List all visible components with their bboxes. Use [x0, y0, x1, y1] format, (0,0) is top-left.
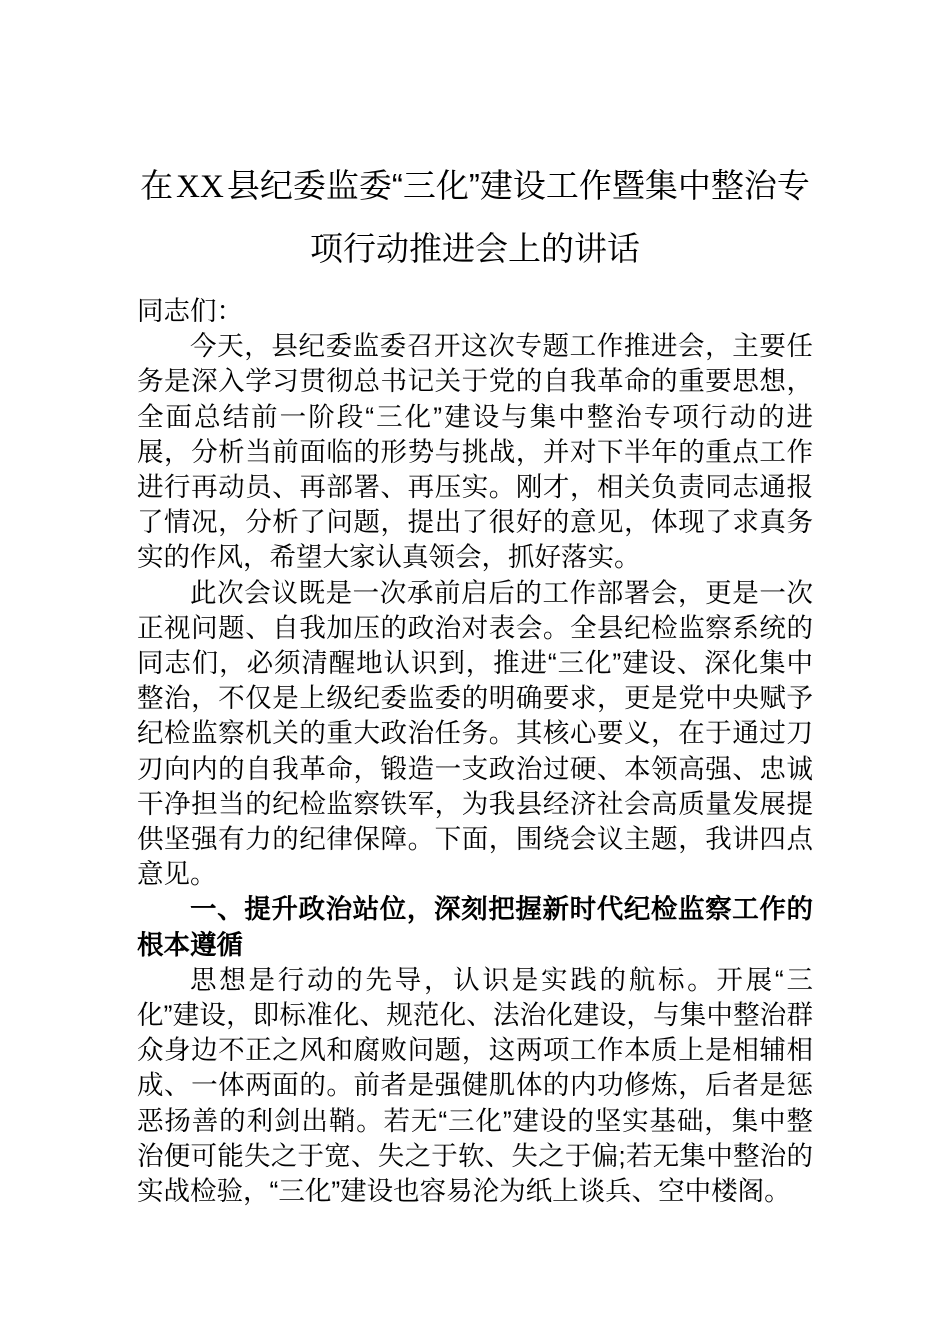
section-heading-1: 一、提升政治站位，深刻把握新时代纪检监察工作的根本遵循 [137, 894, 813, 960]
paragraph-1: 今天，县纪委监委召开这次专题工作推进会，主要任务是深入学习贯彻总书记关于党的自我革命的重要思想，全面总结前一阶段“三化”建设与集中整治专项行动的进展，分析当前面临的形势与挑战，并对下半年的重点工作进行再动员、再部署、再压实。刚才，相关负责同志通报了情况，分析了问题，提出了很好的意见，体现了求真务实的作风，希望大家认真领会，抓好落实。 [137, 331, 813, 573]
document-title-latin-placeholder: XX [176, 169, 224, 205]
document-title-rest: 县纪委监委“三化”建设工作暨集中整治专项行动推进会上的讲话 [226, 167, 810, 267]
document-body [137, 155, 813, 1209]
document-title-prefix: 在 [140, 167, 174, 204]
salutation: 同志们： [137, 296, 243, 326]
paragraph-2: 此次会议既是一次承前启后的工作部署会，更是一次正视问题、自我加压的政治对表会。全县纪检监察系统的同志们，必须清醒地认识到，推进“三化”建设、深化集中整治，不仅是上级纪委监委的明确要求，更是党中央赋予纪检监察机关的重大政治任务。其核心要义，在于通过刀刃向内的自我革命，锻造一支政治过硬、本领高强、忠诚干净担当的纪检监察铁军，为我县经济社会高质量发展提供坚强有力的纪律保障。下面，围绕会议主题，我讲四点意见。 [137, 577, 813, 890]
document-title [137, 155, 813, 280]
paragraph-3: 思想是行动的先导，认识是实践的航标。开展“三化”建设，即标准化、规范化、法治化建设，与集中整治群众身边不正之风和腐败问题，这两项工作本质上是相辅相成、一体两面的。前者是强健肌体的内功修炼，后者是惩恶扬善的利剑出鞘。若无“三化”建设的坚实基础，集中整治便可能失之于宽、失之于软、失之于偏;若无集中整治的实战检验，“三化”建设也容易沦为纸上谈兵、空中楼阁。 [137, 964, 813, 1207]
